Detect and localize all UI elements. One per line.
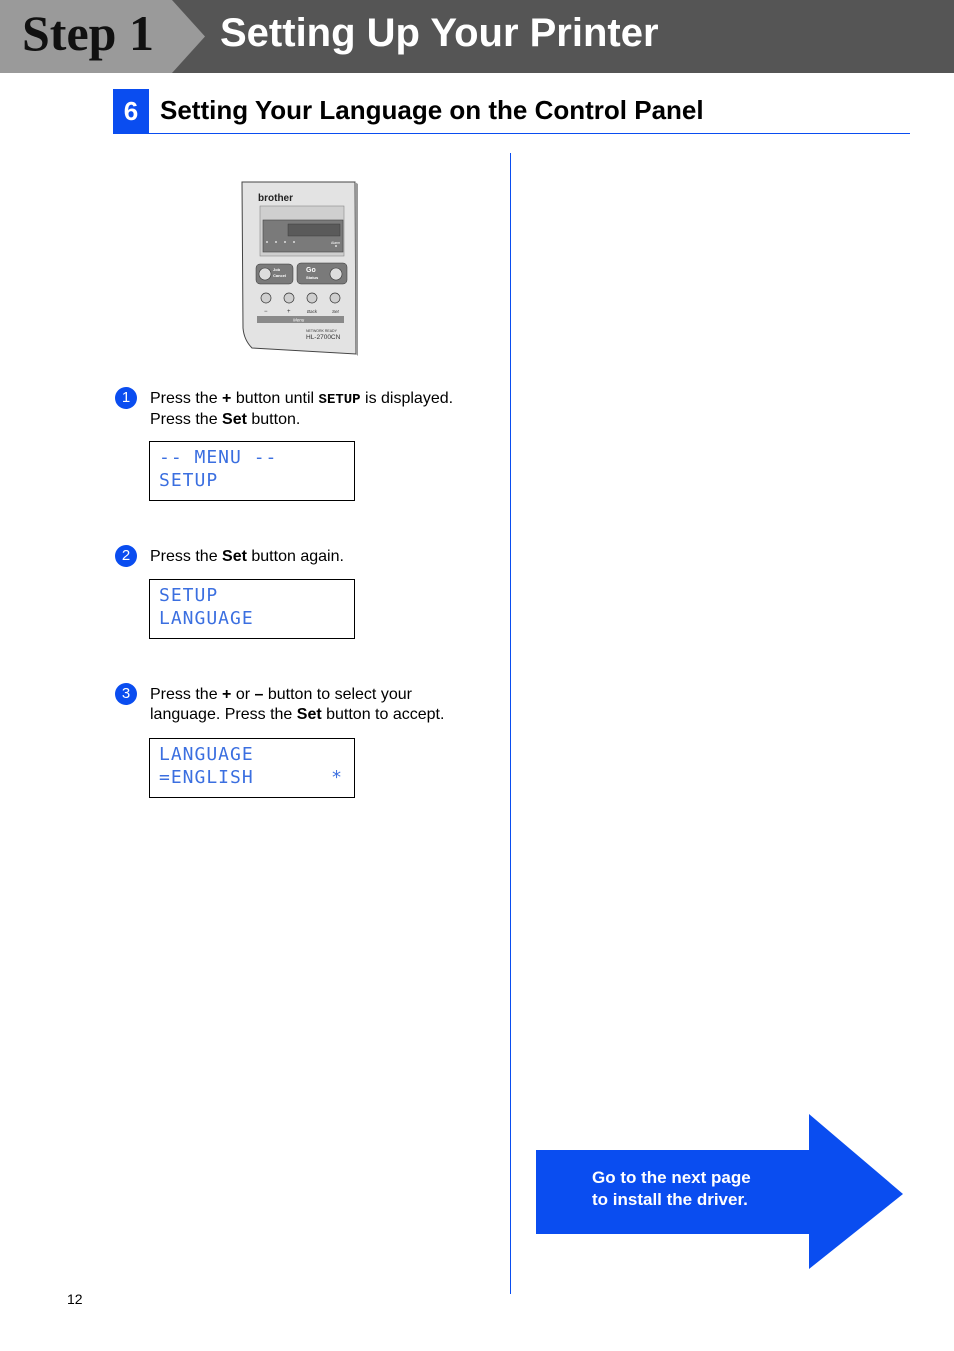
step-label: Step 1 [22,5,154,61]
step-instruction: Press the + or – button to select your language. Press the Set button to accept. [150,686,445,723]
svg-text:Menu: Menu [293,317,305,323]
section-divider [113,133,910,134]
step-instruction: Press the Set button again. [150,548,344,565]
lcd-line-1: -- MENU -- [159,447,278,468]
step-number-badge: 2 [115,545,137,567]
lcd-line-1: SETUP [159,585,219,606]
column-divider [510,153,511,1294]
control-panel-illustration [238,180,360,356]
svg-text:Cancel: Cancel [273,273,287,278]
page-title: Setting Up Your Printer [220,11,659,55]
page-number: 12 [67,1291,83,1307]
svg-text:Status: Status [306,275,319,280]
callout-line-2: to install the driver. [592,1190,748,1209]
callout-line-1: Go to the next page [592,1168,751,1187]
lcd-display [149,579,355,639]
step-number-badge: 3 [115,683,137,705]
step-instruction: Press the + button until SETUP is displayed. Press the Set button. [150,390,454,428]
svg-text:NETWORK READY: NETWORK READY [306,329,337,333]
svg-text:Go: Go [306,267,316,274]
next-page-callout [592,1167,802,1211]
page-header [0,0,954,73]
svg-text:HL-2700CN: HL-2700CN [306,334,341,341]
section-number-badge: 6 [113,89,149,134]
lcd-line-1: LANGUAGE [159,744,254,765]
brand-logo: brother [258,193,293,204]
svg-text:Job: Job [273,267,281,272]
lcd-line-2: =ENGLISH [159,767,254,788]
lcd-display [149,738,355,798]
step-number-badge: 1 [115,387,137,409]
lcd-selected-marker: * [331,767,342,788]
alarm-label: Alarm [331,241,341,245]
lcd-line-2: SETUP [159,470,219,491]
svg-text:−: − [264,309,268,315]
section-title: Setting Your Language on the Control Panel [160,95,704,125]
lcd-line-2: LANGUAGE [159,608,254,629]
svg-text:Set: Set [332,309,339,314]
lcd-display [149,441,355,501]
svg-text:+: + [287,309,291,315]
svg-text:Back: Back [307,309,318,314]
